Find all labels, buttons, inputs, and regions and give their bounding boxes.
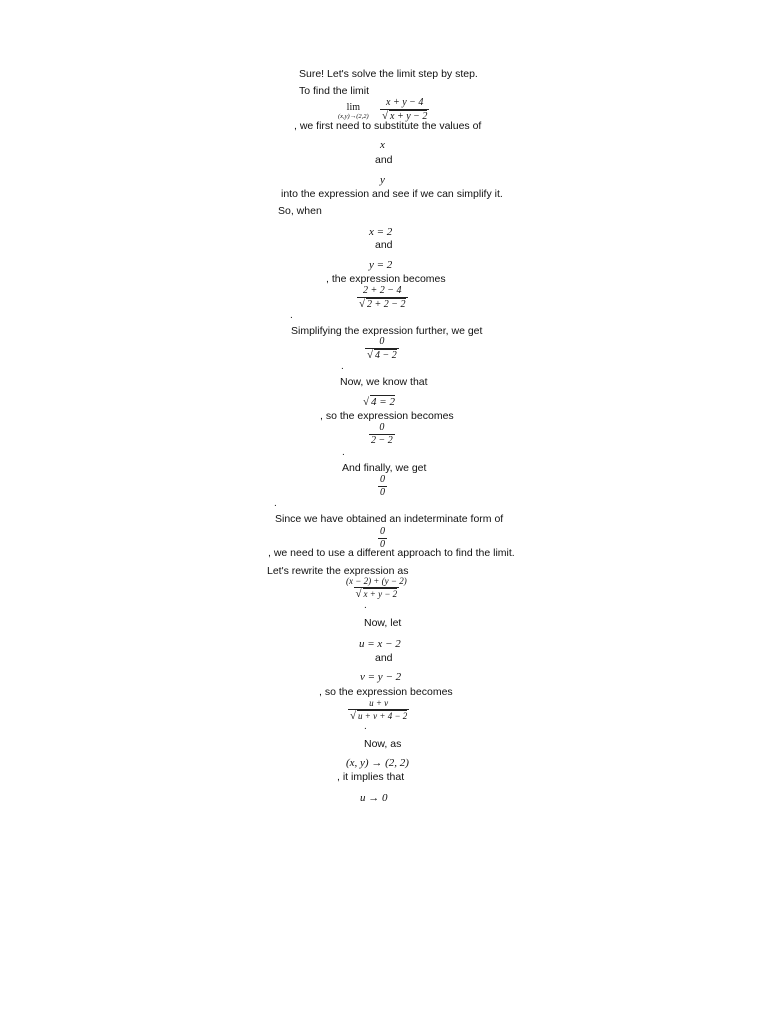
fraction-denominator: 0 bbox=[380, 487, 385, 498]
text-line: To find the limit bbox=[299, 85, 370, 97]
sqrt-equation: 4 = 2 bbox=[371, 396, 395, 408]
math-variable: x bbox=[380, 139, 385, 151]
fraction-numerator: 0 bbox=[379, 422, 385, 433]
text-line: Simplifying the expression further, we get bbox=[291, 325, 483, 337]
period: . bbox=[290, 310, 293, 321]
math-equation bbox=[363, 396, 395, 408]
math-fraction bbox=[348, 699, 409, 721]
sqrt-symbol: √ bbox=[359, 298, 366, 310]
limit-word: lim bbox=[346, 102, 361, 113]
limit-subscript: (x,y)→(2,2) bbox=[338, 113, 369, 120]
fraction-numerator: (x − 2) + (y − 2) bbox=[346, 576, 407, 586]
period: . bbox=[342, 447, 345, 458]
text-line: , so the expression becomes bbox=[320, 410, 454, 422]
math-fraction bbox=[369, 423, 395, 446]
text-line: Sure! Let's solve the limit step by step. bbox=[299, 68, 478, 80]
fraction-denominator: 2 + 2 − 2 bbox=[367, 299, 406, 310]
text-line: , it implies that bbox=[337, 771, 405, 783]
fraction-numerator: x + y − 4 bbox=[386, 97, 424, 108]
math-equation: x = 2 bbox=[369, 226, 393, 238]
math-equation: y = 2 bbox=[369, 259, 393, 271]
limit-fraction bbox=[380, 98, 429, 122]
math-fraction bbox=[344, 577, 409, 599]
fraction-numerator: 0 bbox=[380, 474, 385, 485]
math-equation: u = x − 2 bbox=[359, 638, 401, 650]
fraction-numerator: 0 bbox=[380, 526, 385, 537]
math-variable: y bbox=[380, 174, 385, 186]
math-equation: v = y − 2 bbox=[360, 671, 402, 683]
text-line: Let's rewrite the expression as bbox=[267, 565, 409, 577]
fraction-numerator: 2 + 2 − 4 bbox=[363, 285, 402, 296]
text-line: and bbox=[375, 154, 393, 166]
fraction-numerator: 0 bbox=[379, 336, 385, 347]
fraction-denominator: x + y − 2 bbox=[390, 111, 428, 122]
text-line: and bbox=[375, 239, 393, 251]
limit-operator bbox=[338, 103, 369, 120]
period: . bbox=[364, 721, 367, 732]
math-equation: (x, y) → (2, 2) bbox=[346, 757, 409, 769]
text-line: Now, let bbox=[364, 617, 402, 629]
fraction-denominator: u + v + 4 − 2 bbox=[358, 711, 408, 721]
text-line: into the expression and see if we can simplify it. bbox=[281, 188, 503, 200]
fraction-denominator: x + y − 2 bbox=[363, 589, 398, 599]
period: . bbox=[364, 600, 367, 611]
text-line: , we first need to substitute the values of bbox=[294, 120, 482, 132]
fraction-denominator: 2 − 2 bbox=[371, 435, 393, 446]
fraction-denominator: 0 bbox=[380, 539, 385, 550]
sqrt-symbol: √ bbox=[363, 396, 370, 408]
text-line: and bbox=[375, 652, 393, 664]
period: . bbox=[341, 361, 344, 372]
text-line: And finally, we get bbox=[342, 462, 427, 474]
math-fraction bbox=[357, 286, 408, 310]
text-line: Since we have obtained an indeterminate form of bbox=[275, 513, 504, 525]
text-line: , the expression becomes bbox=[326, 273, 446, 285]
sqrt-symbol: √ bbox=[367, 349, 374, 361]
text-line: , so the expression becomes bbox=[319, 686, 453, 698]
sqrt-symbol: √ bbox=[382, 110, 389, 122]
math-fraction bbox=[365, 337, 399, 361]
fraction-denominator: 4 − 2 bbox=[375, 350, 397, 361]
text-line: So, when bbox=[278, 205, 322, 217]
text-line: Now, as bbox=[364, 738, 402, 750]
text-line: Now, we know that bbox=[340, 376, 428, 388]
text-line: , we need to use a different approach to find the limit. bbox=[268, 547, 515, 559]
sqrt-symbol: √ bbox=[355, 588, 362, 600]
math-equation: u → 0 bbox=[360, 792, 388, 804]
period: . bbox=[274, 498, 277, 509]
fraction-numerator: u + v bbox=[369, 698, 389, 708]
math-fraction bbox=[378, 475, 387, 498]
sqrt-symbol: √ bbox=[350, 710, 357, 722]
